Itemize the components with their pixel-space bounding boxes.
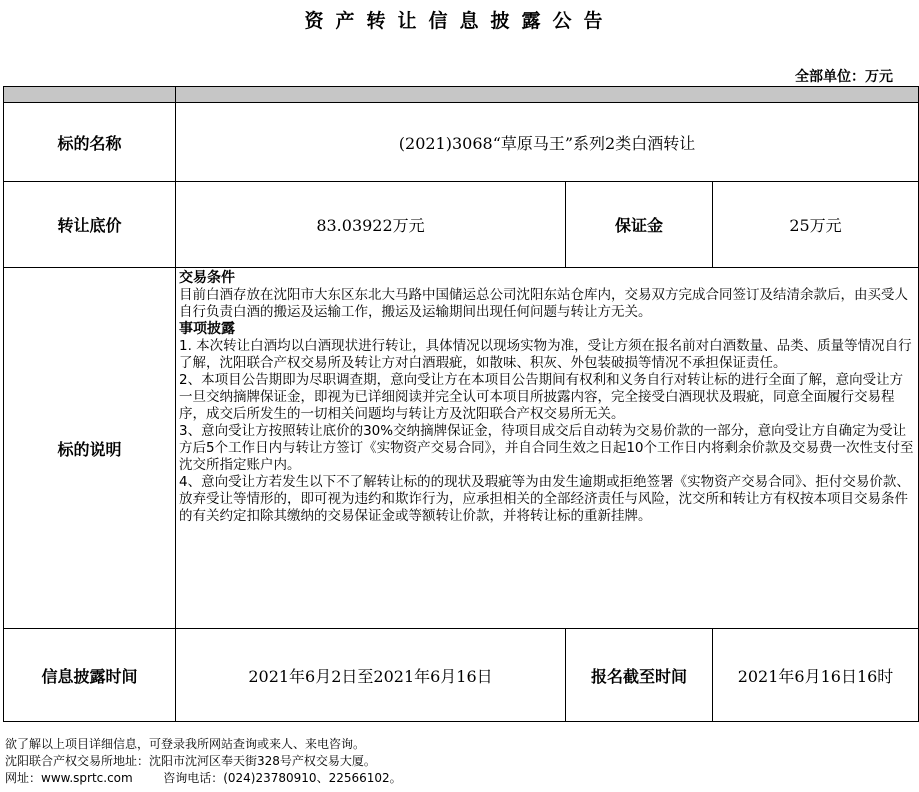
row-dates <box>4 629 919 722</box>
deposit-label: 保证金 <box>566 182 713 268</box>
footer-inquiry: 欲了解以上项目详细信息，可登录我所网站查询或来人、来电咨询。 <box>5 737 366 751</box>
disclosure-period-label: 信息披露时间 <box>4 629 176 722</box>
disclosure-item: 2、本项目公告期即为尽职调查期，意向受让方在本项目公告期间有权利和义务自行对转让标的进行全面了解，意向受让方一旦交纳摘牌保证金，即视为已详细阅读并完全认可本项目所披露内容，完全接受白酒现状及瑕疵，同意全面履行交易程序，成交后所发生的一切相关问题均与转让方及沈阳联合产权交易所无关。 <box>179 372 904 422</box>
disclosure-item: 1. 本次转让白酒均以白酒现状进行转让，具体情况以现场实物为准，受让方须在报名前对白酒数量、品类、质量等情况自行了解，沈阳联合产权交易所及转让方对白酒瑕疵，如散味、积灰、外包装破损等情况不承担保证责任。 <box>179 338 912 371</box>
name-label: 标的名称 <box>4 103 176 182</box>
name-value: (2021)3068“草原马王”系列2类白酒转让 <box>176 103 919 182</box>
trade-conditions-heading: 交易条件 <box>179 270 235 286</box>
page-title: 资产转让信息披露公告 <box>304 10 615 32</box>
header-band-cell <box>4 87 176 103</box>
price-value: 83.03922万元 <box>176 182 566 268</box>
disclosure-item: 3、意向受让方按照转让底价的30%交纳摘牌保证金，待项目成交后自动转为交易价款的一部分，意向受让方自确定为受让方后5个工作日内与转让方签订《实物资产交易合同》，并自合同生效之日起10个工作日内将剩余价款及交易费一次性支付至沈交所指定账户内。 <box>179 423 914 473</box>
deadline-label: 报名截至时间 <box>566 629 713 722</box>
unit-note: 全部单位：万元 <box>795 69 893 85</box>
deposit-value: 25万元 <box>713 182 919 268</box>
footer-contact: 网址：www.sprtc.com 咨询电话：(024)23780910、22566102。 <box>5 771 402 785</box>
price-label: 转让底价 <box>4 182 176 268</box>
deadline-value: 2021年6月16日16时 <box>713 629 919 722</box>
header-band-cell <box>176 87 919 103</box>
row-name <box>4 103 919 182</box>
header-band <box>4 87 919 103</box>
trade-conditions-text: 目前白酒存放在沈阳市大东区东北大马路中国储运总公司沈阳东站仓库内，交易双方完成合同签订及结清余款后，由买受人自行负责白酒的搬运及运输工作，搬运及运输期间出现任何问题与转让方无关。 <box>179 287 908 320</box>
disclosure-item: 4、意向受让方若发生以下不了解转让标的的现状及瑕疵等为由发生逾期或拒绝签署《实物资产交易合同》、拒付交易价款、放弃受让等情形的，即可视为违约和欺诈行为，应承担相关的全部经济责任与风险，沈交所和转让方有权按本项目交易条件的有关约定扣除其缴纳的交易保证金或等额转让价款，并将转让标的重新挂牌。 <box>179 474 910 524</box>
footer-address: 沈阳联合产权交易所地址：沈阳市沈河区奉天街328号产权交易大厦。 <box>5 754 376 768</box>
row-description <box>4 268 919 629</box>
row-price <box>4 182 919 268</box>
description-label: 标的说明 <box>4 268 176 629</box>
disclosure-period-value: 2021年6月2日至2021年6月16日 <box>176 629 566 722</box>
announcement-table <box>3 86 919 722</box>
footer <box>5 736 402 787</box>
disclosure-heading: 事项披露 <box>179 321 235 337</box>
description-body <box>176 268 919 629</box>
